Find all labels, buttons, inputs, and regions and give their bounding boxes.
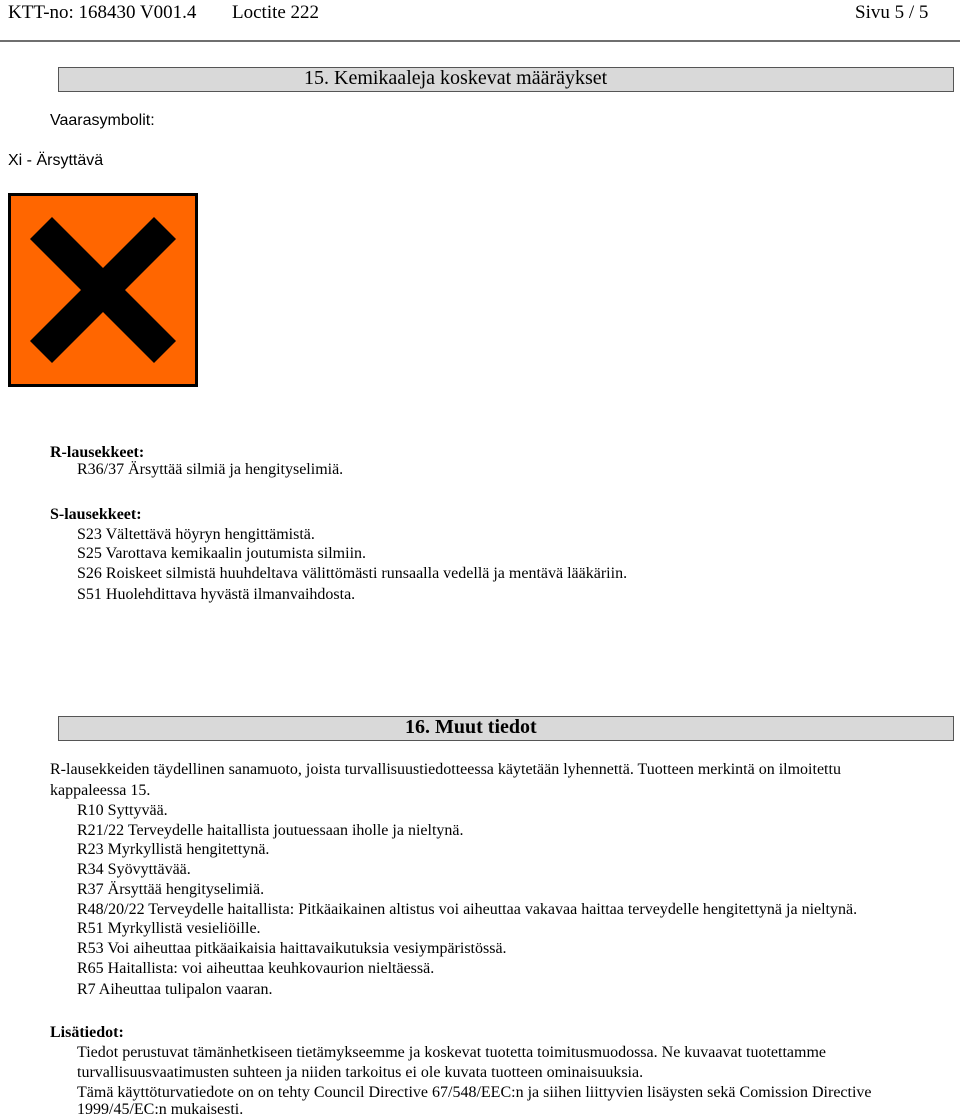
r-phrases-label: R-lausekkeet: (50, 444, 145, 461)
document-id: KTT-no: 168430 V001.4 (8, 2, 197, 23)
section-15-title: 15. Kemikaaleja koskevat määräykset (304, 67, 608, 89)
r-phrase-16-0: R10 Syttyvää. (77, 802, 168, 819)
s-phrases-label: S-lausekkeet: (50, 506, 142, 523)
hazard-symbol-name: Xi - Ärsyttävä (8, 152, 104, 169)
r-phrase-16-7: R53 Voi aiheuttaa pitkäaikaisia haittavaikutuksia vesiympäristössä. (77, 940, 507, 957)
s-phrase-2: S26 Roiskeet silmistä huuhdeltava välittömästi runsaalla vedellä ja mentävä lääkäriin. (77, 565, 628, 582)
xi-irritant-cross-icon (8, 193, 198, 387)
r-phrase-16-4: R37 Ärsyttää hengityselimiä. (77, 881, 265, 898)
s-phrase-1: S25 Varottava kemikaalin joutumista silmiin. (77, 545, 367, 562)
section-16-intro-line-2: kappaleessa 15. (50, 782, 151, 799)
section-16-title: 16. Muut tiedot (405, 716, 537, 738)
r-phrase-16-9: R7 Aiheuttaa tulipalon vaaran. (77, 981, 273, 998)
r-phrase-15-0: R36/37 Ärsyttää silmiä ja hengityselimiä. (77, 461, 344, 478)
extra-info-label: Lisätiedot: (50, 1024, 124, 1041)
extra-info-line-2: turvallisuusvaatimusten suhteen ja niiden tarkoitus ei ole kuvata tuotteen ominaisuuksia. (77, 1064, 644, 1081)
r-phrase-16-2: R23 Myrkyllistä hengitettynä. (77, 841, 270, 858)
r-phrase-16-1: R21/22 Terveydelle haitallista joutuessaan iholle ja nieltynä. (77, 822, 464, 839)
r-phrase-16-3: R34 Syövyttävää. (77, 861, 191, 878)
header-rule (0, 40, 960, 42)
page-number: Sivu 5 / 5 (855, 2, 929, 23)
extra-info-line-1: Tiedot perustuvat tämänhetkiseen tietämykseemme ja koskevat tuotetta toimitusmuodossa. Ne kuvaavat tuotettamme (77, 1044, 827, 1061)
s-phrase-3: S51 Huolehdittava hyvästä ilmanvaihdosta. (77, 586, 356, 603)
r-phrase-16-8: R65 Haitallista: voi aiheuttaa keuhkovaurion nieltäessä. (77, 960, 435, 977)
s-phrase-0: S23 Vältettävä höyryn hengittämistä. (77, 526, 315, 543)
extra-info-line-3: Tämä käyttöturvatiedote on on tehty Council Directive 67/548/EEC:n ja siihen liittyvien lisäysten sekä Comission Directive (77, 1084, 872, 1101)
r-phrase-16-5: R48/20/22 Terveydelle haitallista: Pitkäaikainen altistus voi aiheuttaa vakavaa haittaa terveydelle hengitettynä ja nieltynä. (77, 901, 858, 918)
hazard-symbols-label: Vaarasymbolit: (50, 112, 155, 129)
extra-info-line-4: 1999/45/EC:n mukaisesti. (77, 1101, 244, 1118)
product-name: Loctite 222 (232, 2, 320, 23)
section-16-intro-line-1: R-lausekkeiden täydellinen sanamuoto, joista turvallisuustiedotteessa käytetään lyhennettä. Tuotteen merkintä on ilmoitettu (50, 761, 841, 778)
r-phrase-16-6: R51 Myrkyllistä vesieliöille. (77, 920, 261, 937)
